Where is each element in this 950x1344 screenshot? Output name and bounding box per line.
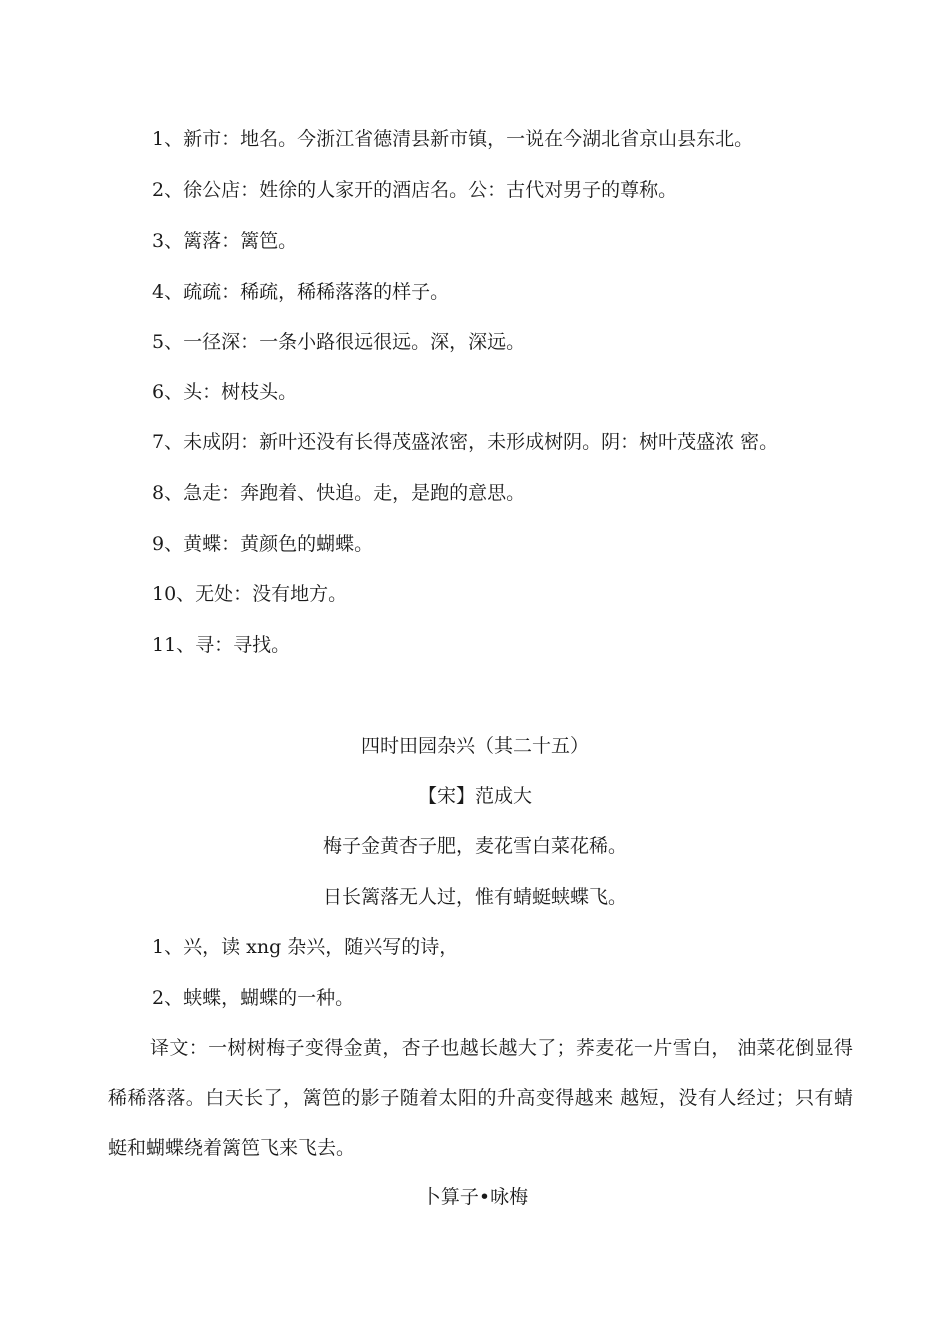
- note-line-3: 3、篱落：篱笆。: [152, 230, 298, 252]
- note-line-10: 10、无处：没有地方。: [152, 583, 348, 605]
- poem-line-1: 梅子金黄杏子肥，麦花雪白菜花稀。: [322, 835, 627, 857]
- note-line-8: 8、急走：奔跑着、快追。走，是跑的意思。: [152, 482, 526, 504]
- poem-author: 【宋】范成大: [417, 785, 532, 807]
- translation-paragraph: 译文：一树树梅子变得金黄，杏子也越长越大了；荞麦花一片雪白， 油菜花倒显得稀稀落落。白天长了，篱笆的影子随着太阳的升高变得越来 越短，没有人经过；只有蜻蜓和蝴蝶绕着篱笆飞来飞去。: [108, 1037, 853, 1159]
- note-line-5: 5、一径深：一条小路很远很远。深，深远。: [152, 331, 526, 353]
- note-line-4: 4、疏疏：稀疏，稀稀落落的样子。: [152, 281, 450, 303]
- poem-note-2: 2、蛱蝶，蝴蝶的一种。: [152, 987, 355, 1009]
- note-line-9: 9、黄蝶：黄颜色的蝴蝶。: [152, 533, 374, 555]
- note-line-11: 11、寻：寻找。: [152, 634, 291, 656]
- note-line-6: 6、头：树枝头。: [152, 381, 298, 403]
- note-line-2: 2、徐公店：姓徐的人家开的酒店名。公：古代对男子的尊称。: [152, 179, 678, 201]
- poem-line-2: 日长篱落无人过，惟有蜻蜓蛱蝶飞。: [322, 886, 627, 908]
- note-line-7: 7、未成阴：新叶还没有长得茂盛浓密，未形成树阴。阴：树叶茂盛浓 密。: [152, 431, 779, 453]
- poem-note-1: 1、兴，读 xng 杂兴，随兴写的诗，: [152, 936, 459, 958]
- next-section-title: 卜算子•咏梅: [421, 1186, 529, 1208]
- poem-title: 四时田园杂兴（其二十五）: [360, 735, 589, 757]
- note-line-1: 1、新市：地名。今浙江省德清县新市镇，一说在今湖北省京山县东北。: [152, 128, 754, 150]
